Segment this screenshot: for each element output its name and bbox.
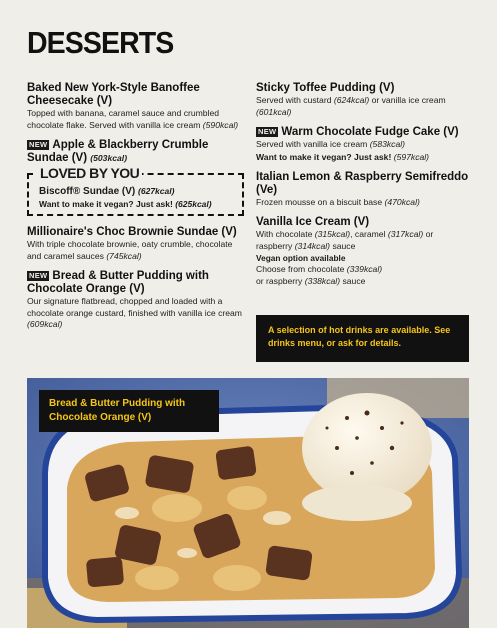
item-name-text: Bread & Butter Pudding with Chocolate Orange (V) <box>27 270 209 295</box>
page-title: DESSERTS <box>27 25 174 60</box>
item-description <box>256 229 471 252</box>
menu-item <box>256 82 471 118</box>
menu-item <box>27 226 242 262</box>
kcal-label: (503kcal) <box>90 153 128 163</box>
item-description <box>256 95 471 118</box>
description-text: Topped with banana, caramel sauce and crumbled chocolate flake. Served with vanilla ice cream <box>27 108 220 130</box>
kcal-label: (624kcal) <box>333 95 370 105</box>
kcal-label: (627kcal) <box>138 186 175 196</box>
item-name <box>27 139 242 165</box>
item-description <box>256 197 471 209</box>
vegan-note <box>256 151 471 163</box>
vegan-option-description <box>256 264 471 287</box>
vegan-text: Want to make it vegan? Just ask! <box>256 151 392 162</box>
kcal-label: (338kcal) <box>304 275 341 286</box>
new-badge: NEW <box>29 140 48 149</box>
left-column <box>27 82 242 339</box>
item-description <box>256 139 471 151</box>
description-text: or raspberry <box>256 275 303 286</box>
description-text: Frozen mousse on a biscuit base <box>256 196 383 207</box>
item-name: Sticky Toffee Pudding (V) <box>256 82 395 94</box>
kcal-label: (745kcal) <box>106 250 142 261</box>
item-name-text: Apple & Blackberry Crumble Sundae (V) <box>27 139 209 164</box>
new-badge: NEW <box>29 271 48 280</box>
menu-item <box>256 171 471 209</box>
description-text: or vanilla ice cream <box>371 95 446 105</box>
description-text: Choose from chocolate <box>256 264 345 274</box>
kcal-label: (314kcal) <box>294 240 331 251</box>
kcal-label: (601kcal) <box>256 106 292 117</box>
vegan-option-heading: Vegan option available <box>256 253 346 263</box>
item-name-text: Warm Chocolate Fudge Cake (V) <box>281 126 459 138</box>
description-text: , caramel <box>350 229 386 239</box>
item-name: Millionaire's Choc Brownie Sundae (V) <box>27 226 237 238</box>
description-text: Our signature flatbread, chopped and loaded with a chocolate orange custard, finished with vanilla ice cream <box>27 296 242 318</box>
description-text: sauce <box>342 275 366 286</box>
hot-drinks-note: A selection of hot drinks are available. See drinks menu, or ask for details. <box>256 315 469 362</box>
item-name <box>27 270 242 296</box>
item-description <box>27 239 242 262</box>
kcal-label: (583kcal) <box>369 139 406 149</box>
kcal-label: (470kcal) <box>384 196 420 207</box>
menu-item <box>27 270 242 331</box>
kcal-label: (317kcal) <box>387 229 424 239</box>
kcal-label: (597kcal) <box>393 151 430 162</box>
right-column <box>256 82 471 295</box>
menu-item <box>256 216 471 287</box>
kcal-label: (625kcal) <box>175 199 212 209</box>
menu-item <box>27 139 242 165</box>
description-text: sauce <box>332 240 356 251</box>
item-name: Vanilla Ice Cream (V) <box>256 216 370 228</box>
description-text: or raspberry <box>256 229 434 251</box>
item-description <box>27 108 242 131</box>
item-name: Baked New York-Style Banoffee Cheesecake (V) <box>27 82 200 107</box>
kcal-label: (339kcal) <box>346 264 383 274</box>
menu-item <box>27 82 242 131</box>
description-text: Served with vanilla ice cream <box>256 139 368 149</box>
kcal-label: (315kcal) <box>314 229 351 239</box>
vegan-text: Want to make it vegan? Just ask! <box>39 199 173 209</box>
kcal-label: (590kcal) <box>202 119 239 130</box>
description-text: Served with custard <box>256 95 332 105</box>
item-name <box>39 185 234 198</box>
new-badge: NEW <box>258 127 277 136</box>
description-text: With triple chocolate brownie, oaty crumble, chocolate and caramel sauces <box>27 239 233 261</box>
loved-by-you-title: LOVED BY YOU <box>37 165 142 181</box>
item-name: Italian Lemon & Raspberry Semifreddo (Ve) <box>256 170 469 196</box>
description-text: With chocolate <box>256 229 313 239</box>
menu-item <box>256 126 471 163</box>
vegan-note <box>39 198 234 210</box>
item-name <box>256 126 471 139</box>
item-name-text: Biscoff® Sundae (V) <box>39 186 136 197</box>
photo-caption: Bread & Butter Pudding with Chocolate Orange (V) <box>39 390 219 432</box>
kcal-label: (609kcal) <box>27 319 63 329</box>
item-description <box>27 296 242 331</box>
loved-by-you-box <box>27 165 244 216</box>
